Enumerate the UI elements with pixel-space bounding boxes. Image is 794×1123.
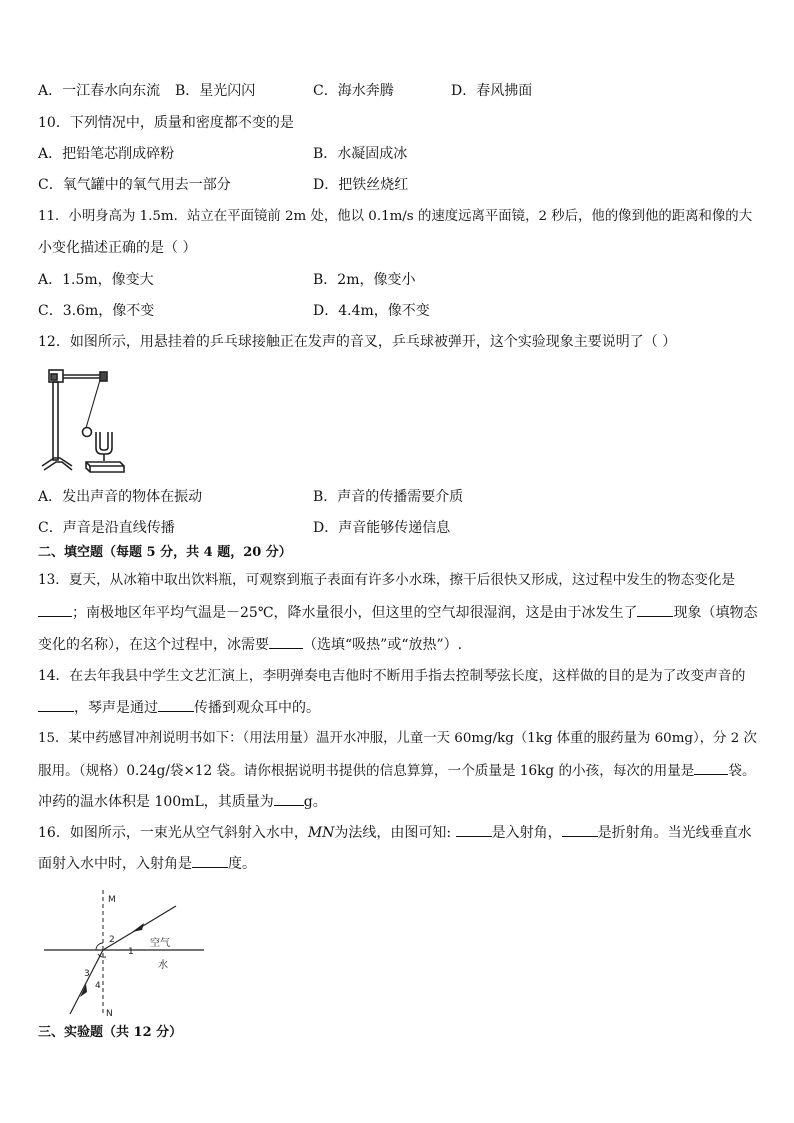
q9-option-d: D．春风拂面: [451, 83, 533, 99]
q11-option-c: C．3.6m，像不变: [38, 303, 155, 319]
q12-option-b: B．声音的传播需要介质: [313, 489, 464, 505]
q15-line1: 15．某中药感冒冲剂说明书如下：（用法用量）温开水冲服，儿童一天 60mg/kg（1kg 体重的服药量为 60mg），分 2 次: [38, 731, 757, 746]
q16-line1-text-a: 16．如图所示，一束光从空气斜射入水中，: [38, 825, 308, 841]
q10-option-a: A．把铅笔芯削成碎粉: [38, 146, 175, 162]
q10-stem: 10．下列情况中，质量和密度都不变的是: [38, 115, 294, 131]
q16-line1-text-d: 是折射角。当光线垂直水: [597, 825, 752, 841]
q15-line3: [38, 791, 327, 812]
q16-line1-text-b: 为法线，由图可知:: [334, 825, 456, 841]
q16-normal-label: MN: [307, 825, 335, 841]
q12-option-c: C．声音是沿直线传播: [38, 520, 175, 536]
q14-blank-1[interactable]: [38, 697, 74, 712]
section-2-title: 二、填空题（每题 5 分，共 4 题，20 分）: [38, 545, 292, 560]
q15-line2-text-b: 袋。: [728, 763, 756, 779]
q12-stem: 12．如图所示，用悬挂着的乒乓球接触正在发声的音叉，乒乓球被弹开，这个实验现象主要说明了（ ）: [38, 334, 677, 350]
q16-line2: [38, 853, 256, 874]
angle-label-3: 3: [84, 969, 90, 979]
q13-line3: [38, 634, 462, 655]
angle-label-2: 2: [109, 935, 115, 945]
q11-option-b: B．2m，像变小: [313, 272, 416, 288]
q9-option-c: C．海水奔腾: [313, 83, 394, 99]
q16-line2-text-a: 面射入水中时，入射角是: [38, 856, 192, 872]
q15-line2-text-a: 服用。（规格）0.24g/袋×12 袋。请你根据说明书提供的信息算算，一个质量是 16kg 的小孩，每次的用量是: [38, 763, 695, 779]
q14-blank-2[interactable]: [158, 697, 194, 712]
label-m: M: [108, 895, 116, 905]
q9-option-a: A．一江春水向东流: [38, 83, 161, 99]
q13-line3-text-a: 变化的名称），在这个过程中，冰需要: [38, 637, 269, 653]
label-n: N: [106, 1009, 113, 1018]
q13-blank-3[interactable]: [269, 634, 303, 649]
q14-line1: 14．在去年我县中学生文艺汇演上，李明弹奏电吉他时不断用手指去控制琴弦长度，这样做的目的是为了改变声音的: [38, 668, 746, 684]
q13-line2-text-a: ；南极地区年平均气温是－25℃，降水量很小，但这里的空气却很湿润，这是由于冰发生了: [72, 605, 638, 621]
q15-blank-2[interactable]: [274, 791, 304, 806]
q12-option-a: A．发出声音的物体在振动: [38, 489, 203, 505]
q11-stem-line2: 小变化描述正确的是（ ）: [38, 240, 197, 256]
q16-blank-1[interactable]: [456, 822, 492, 837]
refraction-figure: [40, 888, 210, 1018]
q9-option-b: B．星光闪闪: [175, 83, 256, 99]
q13-blank-1[interactable]: [38, 602, 72, 617]
q16-line1-text-c: 是入射角，: [491, 825, 562, 841]
q11-option-a: A．1.5m，像变大: [38, 272, 154, 288]
label-air: 空气: [150, 938, 170, 949]
tuning-fork-figure: [38, 366, 134, 476]
angle-label-1: 1: [128, 947, 134, 957]
q15-line3-text-b: g。: [303, 794, 327, 810]
angle-label-4: 4: [95, 981, 101, 991]
q15-blank-1[interactable]: [694, 760, 728, 775]
q10-option-b: B．水凝固成冰: [313, 146, 408, 162]
q15-line2: [38, 760, 756, 781]
q11-option-d: D．4.4m，像不变: [313, 303, 430, 319]
q13-line3-text-b: （选填“吸热”或“放热”）.: [303, 637, 463, 653]
q13-line2: [38, 602, 757, 623]
q13-blank-2[interactable]: [637, 602, 673, 617]
q16-blank-3[interactable]: [192, 853, 228, 868]
q12-option-d: D．声音能够传递信息: [313, 520, 451, 536]
q15-line3-text-a: 冲药的温水体积是 100mL，其质量为: [38, 794, 274, 810]
q16-line2-text-b: 度。: [228, 856, 256, 872]
q13-line2-text-b: 现象（填物态: [673, 605, 758, 621]
q13-line1: 13．夏天，从冰箱中取出饮料瓶，可观察到瓶子表面有许多小水珠，擦干后很快又形成，这过程中发生的物态变化是: [38, 572, 735, 588]
q10-option-d: D．把铁丝烧红: [313, 177, 409, 193]
q16-line1: [38, 822, 752, 843]
q11-stem-line1: 11．小明身高为 1.5m．站立在平面镜前 2m 处，他以 0.1m/s 的速度远离平面镜，2 秒后，他的像到他的距离和像的大: [38, 209, 753, 224]
q10-option-c: C．氧气罐中的氧气用去一部分: [38, 177, 231, 193]
q14-line2: [38, 697, 320, 718]
label-water: 水: [158, 960, 168, 971]
q14-line2-text-a: ，琴声是通过: [74, 700, 158, 716]
q16-blank-2[interactable]: [562, 822, 598, 837]
section-3-title: 三、实验题（共 12 分）: [38, 1025, 183, 1040]
q14-line2-text-b: 传播到观众耳中的。: [194, 700, 320, 716]
